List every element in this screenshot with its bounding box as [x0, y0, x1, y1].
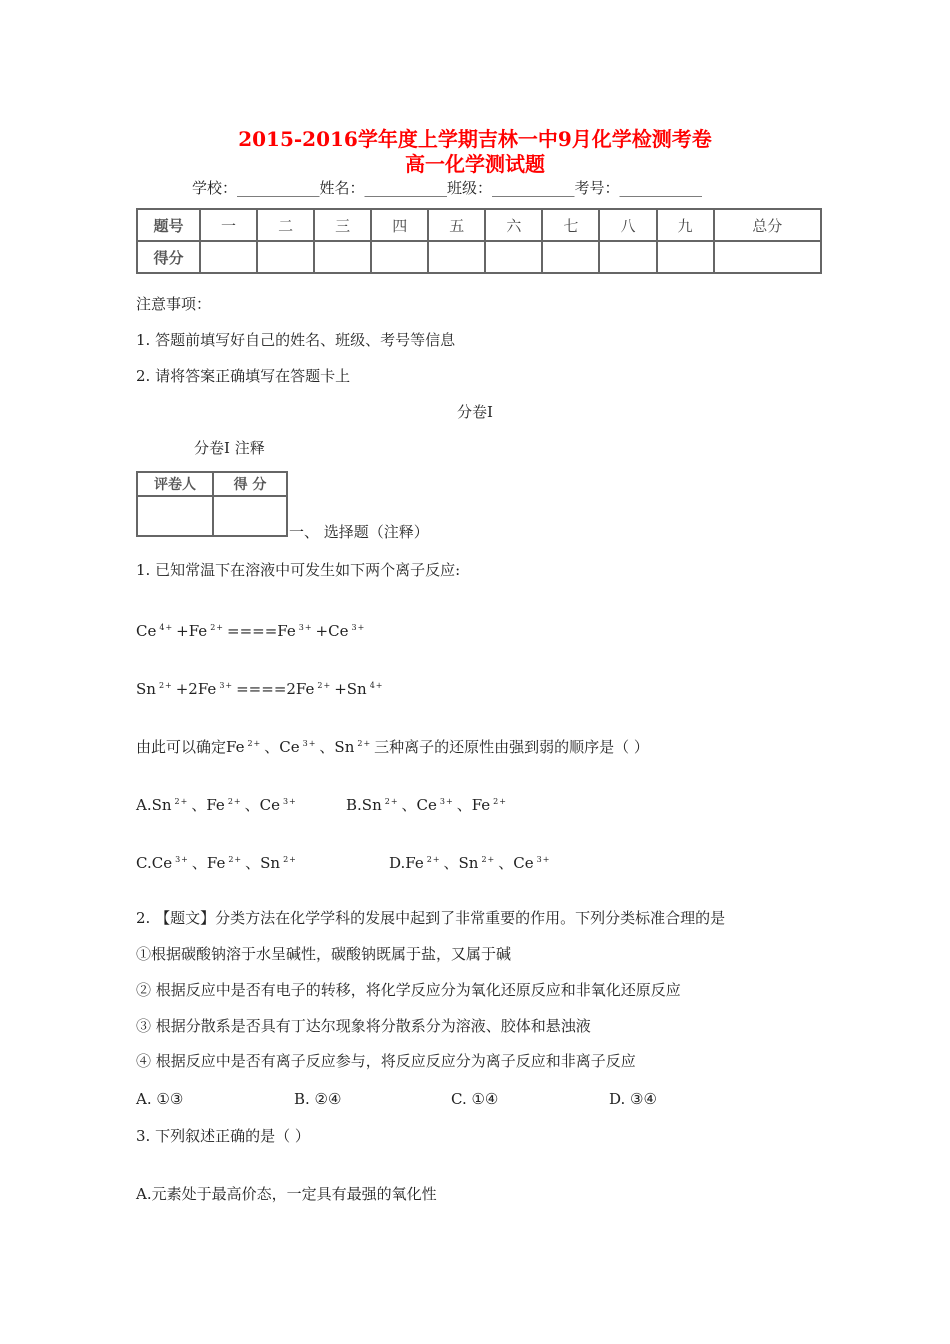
- score-table-header-row: [137, 209, 821, 241]
- part-title: 一、 选择题（注释）: [289, 523, 429, 541]
- score-col-2: 二: [257, 209, 314, 241]
- score-col-3: 三: [314, 209, 371, 241]
- q1-option-c[interactable]: C.Ce $^{3+}$ 、Fe $^{2+}$ 、Sn $^{2+}$: [136, 854, 297, 872]
- q2-option-c[interactable]: C. ①④: [451, 1090, 499, 1108]
- q1-equation-1: Ce $^{4+}$ +Fe $^{2+}$ ====Fe $^{3+}$ +Ce $^{3+}$: [136, 622, 366, 640]
- note-item-1: 1. 答题前填写好自己的姓名、班级、考号等信息: [136, 331, 456, 349]
- score-cell: [371, 241, 428, 273]
- score-table-label: 题号: [137, 209, 200, 241]
- score-col-1: 一: [200, 209, 257, 241]
- q2-statement-1: ①根据碳酸钠溶于水呈碱性，碳酸钠既属于盐，又属于碱: [136, 945, 512, 963]
- q1-stem: 1. 已知常温下在溶液中可发生如下两个离子反应:: [136, 561, 461, 579]
- score-cell: [257, 241, 314, 273]
- q2-statement-2: ② 根据反应中是否有电子的转移，将化学反应分为氧化还原反应和非氧化还原反应: [136, 981, 681, 999]
- score-col-6: 六: [485, 209, 542, 241]
- q1-option-b[interactable]: B.Sn $^{2+}$ 、Ce $^{3+}$ 、Fe $^{2+}$: [346, 796, 507, 814]
- q1-conclusion: 由此可以确定Fe $^{2+}$ 、Ce $^{3+}$ 、Sn $^{2+}$ 三种离子的还原性由强到弱的顺序是（ ）: [136, 738, 649, 756]
- score-cell: [657, 241, 714, 273]
- score-col-8: 八: [599, 209, 656, 241]
- q1-equation-2: Sn $^{2+}$ +2Fe $^{3+}$ ====2Fe $^{2+}$ +Sn $^{4+}$: [136, 680, 384, 698]
- score-col-total: 总分: [714, 209, 821, 241]
- q2-statement-3: ③ 根据分散系是否具有丁达尔现象将分散系分为溶液、胶体和悬浊液: [136, 1017, 591, 1035]
- score-table: [136, 208, 822, 274]
- student-info-line: 学校：___________姓名：___________班级：___________考号：___________: [192, 179, 703, 197]
- score-col-5: 五: [428, 209, 485, 241]
- note-item-2: 2. 请将答案正确填写在答题卡上: [136, 367, 351, 385]
- score-row-label: 得分: [137, 241, 200, 273]
- exam-subtitle: 高一化学测试题: [405, 152, 545, 176]
- score-cell: [542, 241, 599, 273]
- q2-stem: 2. 【题文】分类方法在化学学科的发展中起到了非常重要的作用。下列分类标准合理的是: [136, 909, 726, 927]
- q2-option-b[interactable]: B. ②④: [294, 1090, 342, 1108]
- q3-stem: 3. 下列叙述正确的是（ ）: [136, 1127, 310, 1145]
- q2-statement-4: ④ 根据反应中是否有离子反应参与，将反应反应分为离子反应和非离子反应: [136, 1052, 636, 1070]
- q2-option-a[interactable]: A. ①③: [136, 1090, 184, 1108]
- q2-option-d[interactable]: D. ③④: [609, 1090, 657, 1108]
- score-col-7: 七: [542, 209, 599, 241]
- score-cell: [428, 241, 485, 273]
- notes-heading: 注意事项：: [136, 295, 212, 313]
- score-table-score-row: [137, 241, 821, 273]
- score-col-9: 九: [657, 209, 714, 241]
- grader-table: [136, 471, 288, 537]
- score-cell: [200, 241, 257, 273]
- score-cell: [599, 241, 656, 273]
- q1-option-a[interactable]: A.Sn $^{2+}$ 、Fe $^{2+}$ 、Ce $^{3+}$: [136, 796, 297, 814]
- grader-col-label: 评卷人: [137, 472, 213, 496]
- score-col-4: 四: [371, 209, 428, 241]
- grader-score-cell: [213, 496, 287, 536]
- grader-cell: [137, 496, 213, 536]
- exam-title: 2015-2016学年度上学期吉林一中9月化学检测考卷: [238, 127, 712, 151]
- score-cell: [314, 241, 371, 273]
- section-title: 分卷I: [457, 403, 493, 421]
- score-cell: [714, 241, 821, 273]
- q3-option-a[interactable]: A.元素处于最高价态，一定具有最强的氧化性: [136, 1185, 437, 1203]
- score-cell: [485, 241, 542, 273]
- section-note: 分卷I 注释: [194, 439, 265, 457]
- q1-option-d[interactable]: D.Fe $^{2+}$ 、Sn $^{2+}$ 、Ce $^{3+}$: [389, 854, 551, 872]
- grader-score-label: 得 分: [213, 472, 287, 496]
